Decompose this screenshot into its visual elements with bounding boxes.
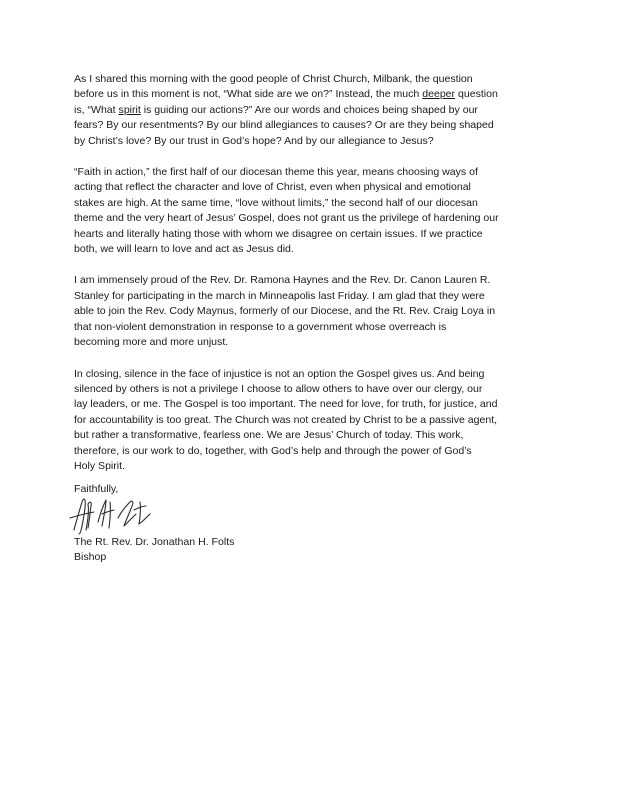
letter-body (74, 72, 554, 490)
text-line (74, 88, 498, 100)
underlined-word-deeper: deeper (422, 88, 456, 101)
text-fragment: is, “What (74, 103, 119, 116)
text-line: theme and the very heart of Jesus’ Gospel, does not grant us the privilege of hardening our (74, 212, 499, 225)
handwritten-signature (66, 492, 166, 538)
text-line: silenced by others is not a privilege I choose to allow others to have over our clergy, our (74, 382, 483, 395)
paragraph-3 (74, 273, 554, 350)
text-fragment: before us in this moment is not, “What side are we on?” Instead, the much (74, 88, 423, 101)
underlined-word-spirit: spirit (118, 103, 141, 116)
text-line: fears? By our resentments? By our blind allegiances to causes? Or are they being shaped (74, 119, 494, 132)
text-line: “Faith in action,” the first half of our diocesan theme this year, means choosing ways of (74, 166, 478, 179)
text-line: acting that reflect the character and love of Christ, even when physical and emotional (74, 181, 471, 194)
text-line: lay leaders, or me. The Gospel is too important. The need for love, for truth, for justice, and (74, 398, 498, 411)
paragraph-1 (74, 72, 554, 149)
signer-name: The Rt. Rev. Dr. Jonathan H. Folts (74, 536, 235, 548)
text-line: by Christ’s love? By our trust in God’s hope? And by our allegiance to Jesus? (74, 134, 434, 147)
text-line: able to join the Rev. Cody Maynus, formerly of our Diocese, and the Rt. Rev. Craig Loya in (74, 305, 496, 318)
text-line: hearts and literally hating those with whom we disagree on certain issues. If we practice (74, 227, 483, 240)
closing-salutation: Faithfully, (74, 483, 119, 495)
text-line: that non-violent demonstration in response to a government whose overreach is (74, 320, 447, 333)
text-line: but rather a transformative, fearless one. We are Jesus’ Church of today. This work, (74, 429, 464, 442)
text-line: Stanley for participating in the march in Minneapolis last Friday. I am glad that they were (74, 289, 485, 302)
signer-block (74, 535, 234, 566)
signer-title: Bishop (74, 551, 107, 564)
text-line (74, 104, 478, 116)
text-fragment: question (455, 88, 498, 101)
text-line: becoming more and more unjust. (74, 336, 229, 349)
text-line: therefore, is our work to do, together, with God’s help and through the power of God’s (74, 444, 472, 457)
text-line: Holy Spirit. (74, 459, 125, 472)
text-line: I am immensely proud of the Rev. Dr. Ramona Haynes and the Rev. Dr. Canon Lauren R. (74, 274, 491, 287)
paragraph-2 (74, 165, 554, 257)
text-line: stakes are high. At the same time, “love without limits,” the second half of our diocesan (74, 196, 478, 209)
text-line: As I shared this morning with the good people of Christ Church, Milbank, the question (74, 73, 473, 85)
text-fragment: is guiding our actions?” Are our words and choices being shaped by our (140, 103, 478, 116)
text-line: In closing, silence in the face of injustice is not an option the Gospel gives us. And being (74, 367, 485, 380)
paragraph-4 (74, 367, 554, 475)
text-line: both, we will learn to love and act as Jesus did. (74, 243, 294, 256)
text-line: for accountability is too great. The Church was not created by Christ to be a passive agent, (74, 413, 498, 426)
